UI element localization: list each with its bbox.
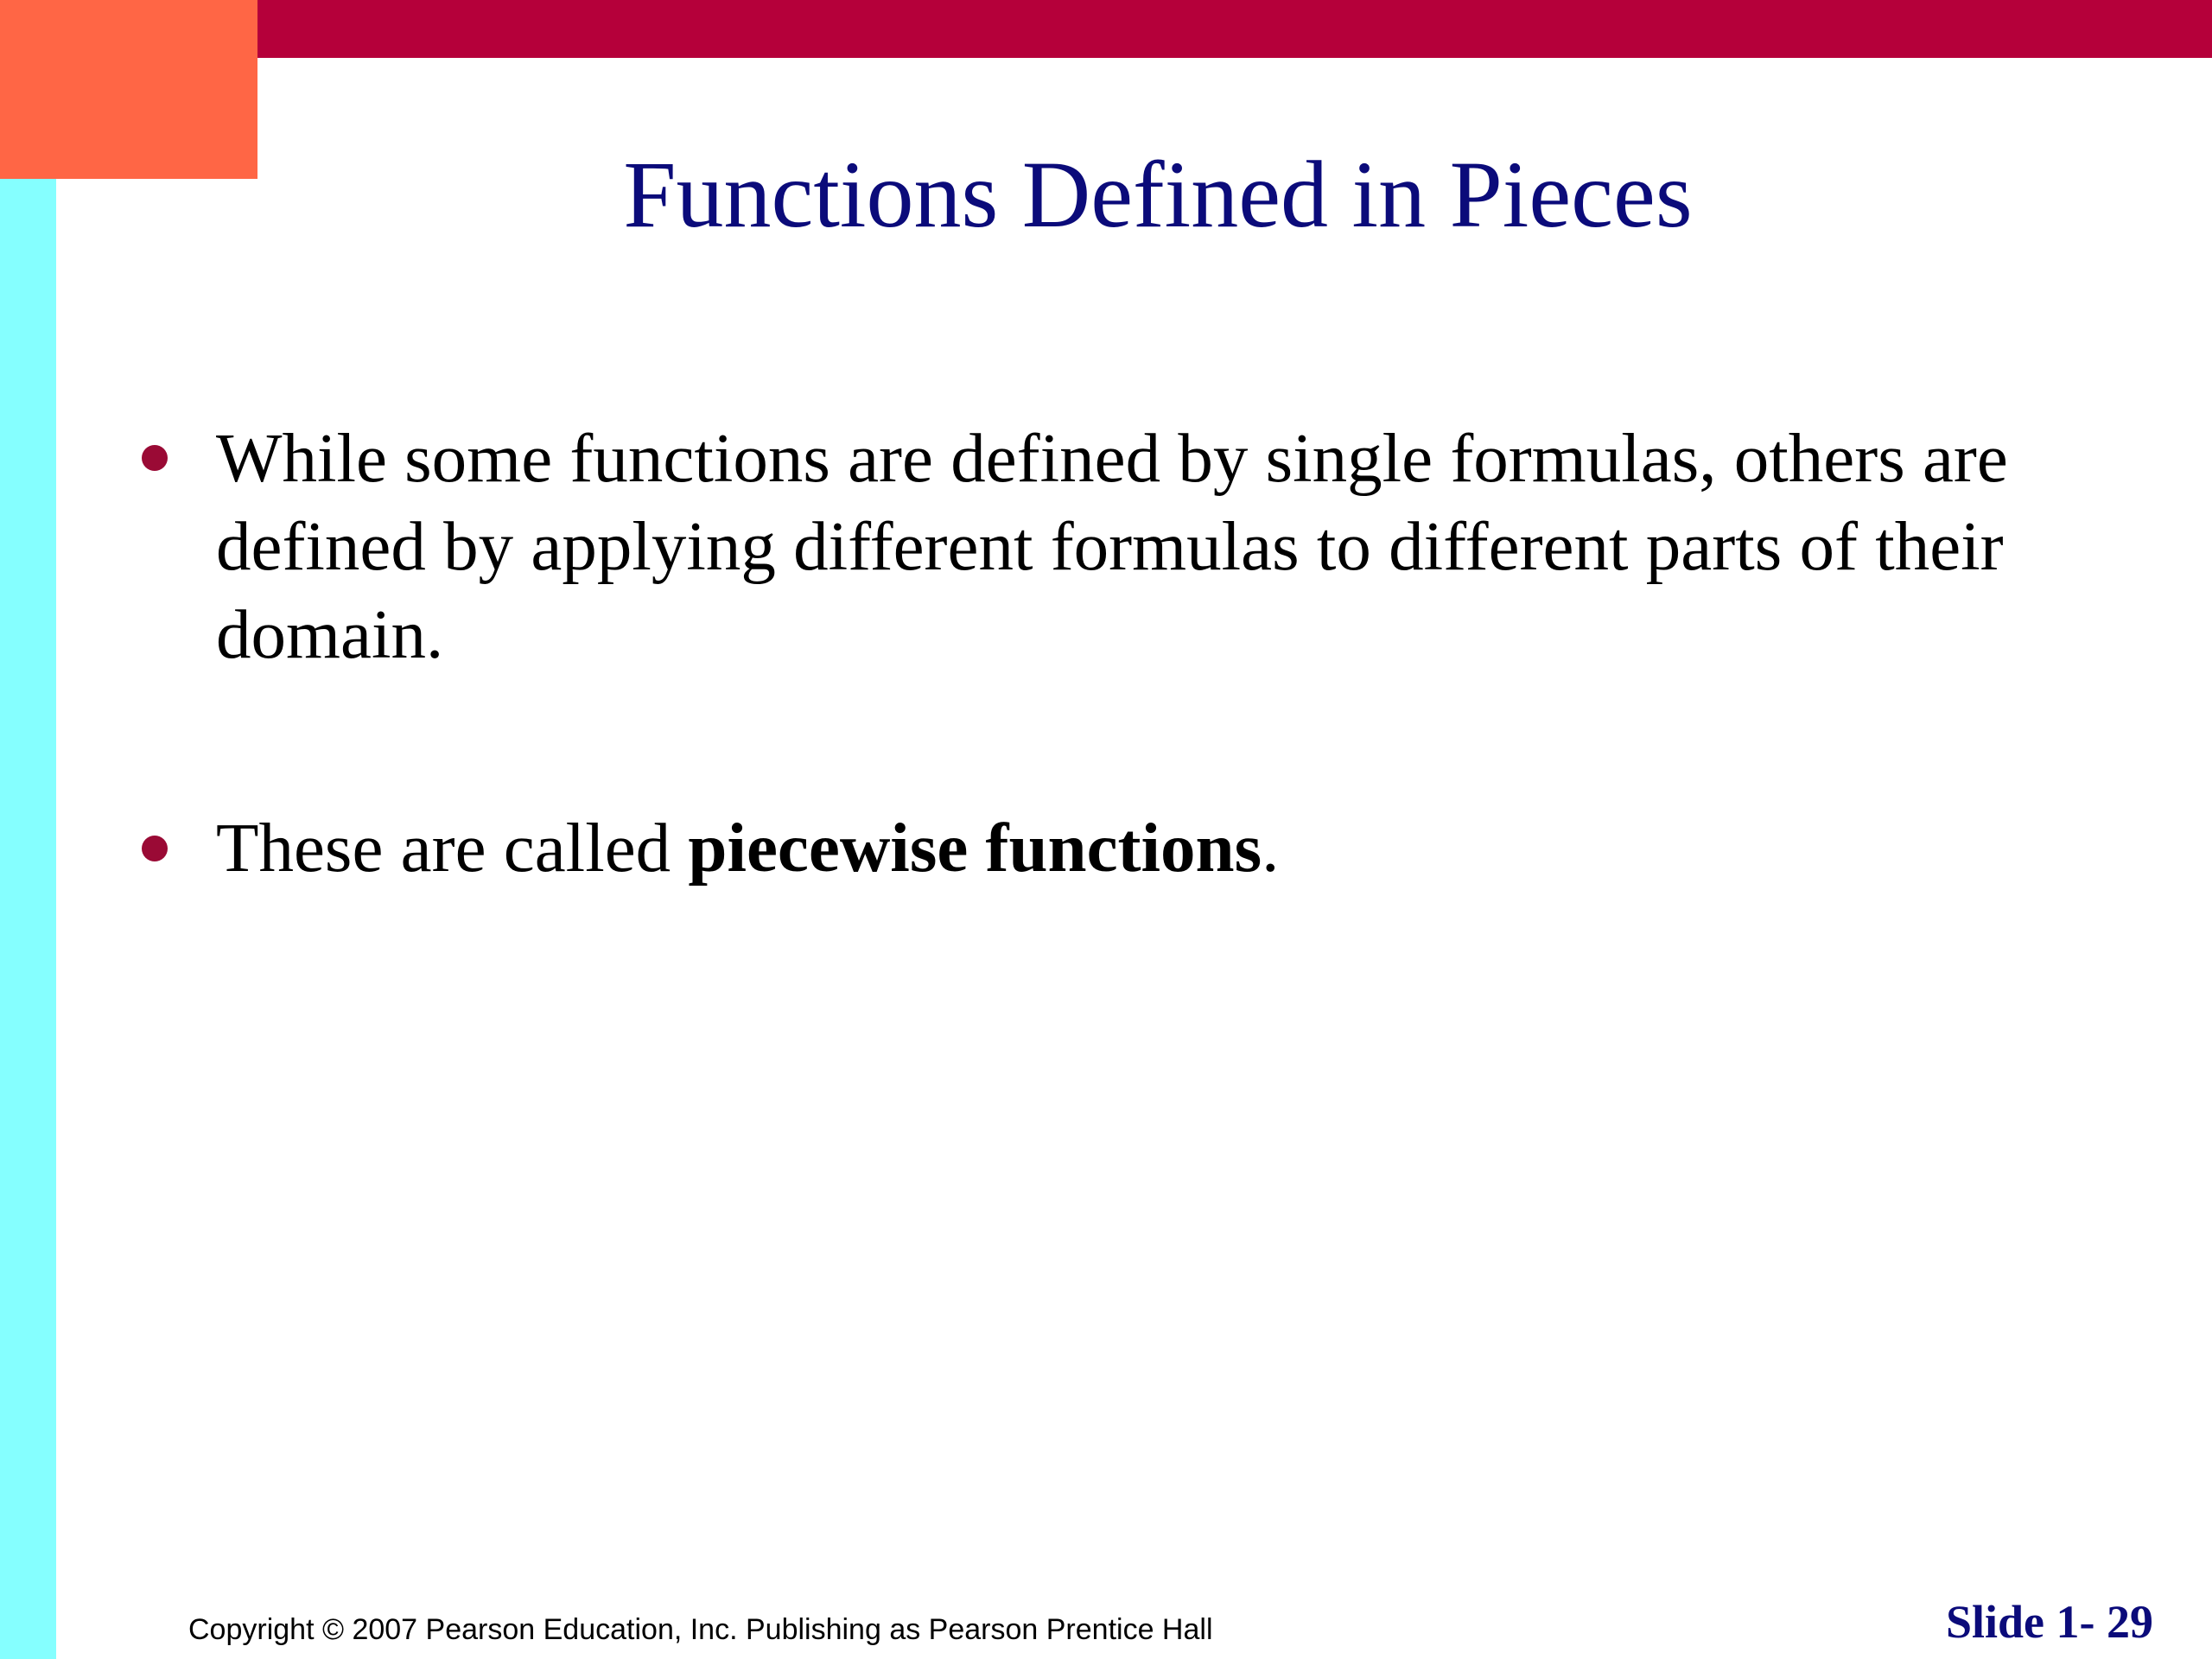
bullet-text: While some functions are defined by single formulas, others are defined by applying different formulas to different parts of their domain. [216, 419, 2008, 673]
copyright-notice: Copyright © 2007 Pearson Education, Inc. Publishing as Pearson Prentice Hall [188, 1613, 1213, 1646]
top-color-bar [0, 0, 2212, 58]
bullet-text-term: piecewise functions [688, 809, 1262, 887]
bullet-dot-icon [142, 836, 168, 861]
bullet-text-lead: These are called [216, 809, 689, 887]
slide-title: Functions Defined in Pieces [623, 142, 1693, 247]
bullet-text-end: . [1262, 809, 1280, 887]
bullet-item-2 [216, 804, 2100, 892]
bullet-item-1 [216, 414, 2100, 678]
bullet-dot-icon [142, 445, 168, 471]
slide-number: Slide 1- 29 [1945, 1596, 2153, 1648]
